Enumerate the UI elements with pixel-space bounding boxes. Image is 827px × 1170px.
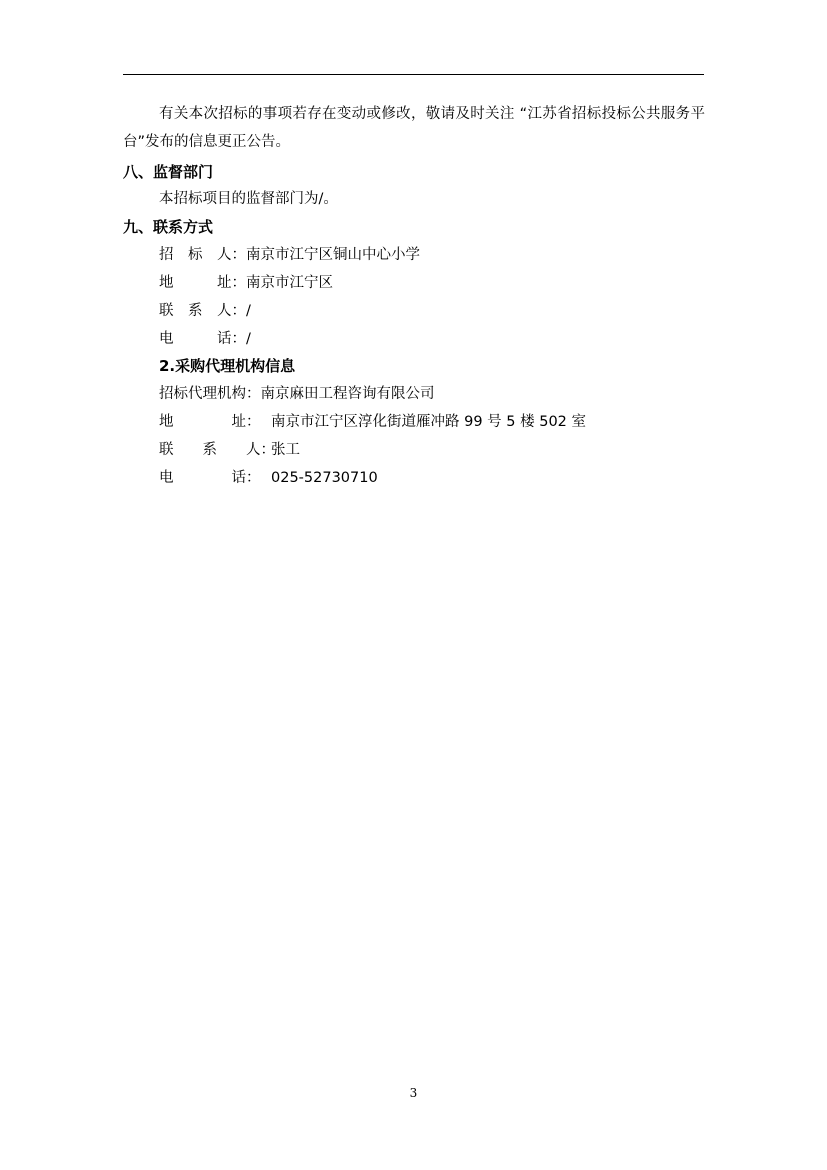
agency-address-label: 地 址： [159,414,261,430]
agency-name-label: 招标代理机构： [159,386,261,402]
tenderer-address-label: 地 址： [159,275,246,291]
agency-name-row [159,384,435,404]
tenderer-phone-label: 电 话： [159,331,246,347]
tenderer-contact-row [159,301,251,321]
tenderer-name-label: 招 标 人： [159,247,246,263]
tenderer-contact-label: 联 系 人： [159,303,246,319]
page-number: 3 [409,1086,418,1100]
section-8-heading: 八、监督部门 [123,163,214,181]
notice-paragraph: 有关本次招标的事项若存在变动或修改，敬请及时关注 “江苏省招标投标公共服务平台”发布的信息更正公告。 [123,106,705,150]
agency-phone-label: 电 话： [159,470,261,486]
header-rule [123,74,704,75]
tenderer-name-value: 南京市江宁区铜山中心小学 [246,247,420,263]
agency-address-value: 南京市江宁区淳化街道雁冲路 99 号 5 楼 502 室 [271,414,587,430]
agency-contact-label: 联 系 人： [159,442,275,458]
agency-heading: 2.采购代理机构信息 [159,357,296,375]
tenderer-address-row [159,273,333,293]
section-9-heading: 九、联系方式 [123,218,214,236]
section-8-text: 本招标项目的监督部门为/。 [159,191,338,207]
agency-phone-value: 025-52730710 [271,470,378,486]
tenderer-name-row [159,245,420,265]
agency-name-value: 南京麻田工程咨询有限公司 [260,386,435,402]
agency-contact-value: 张工 [271,442,300,458]
tenderer-contact-value: / [246,303,251,319]
tenderer-phone-row [159,329,251,349]
tenderer-phone-value: / [246,331,251,347]
tenderer-address-value: 南京市江宁区 [246,275,333,291]
